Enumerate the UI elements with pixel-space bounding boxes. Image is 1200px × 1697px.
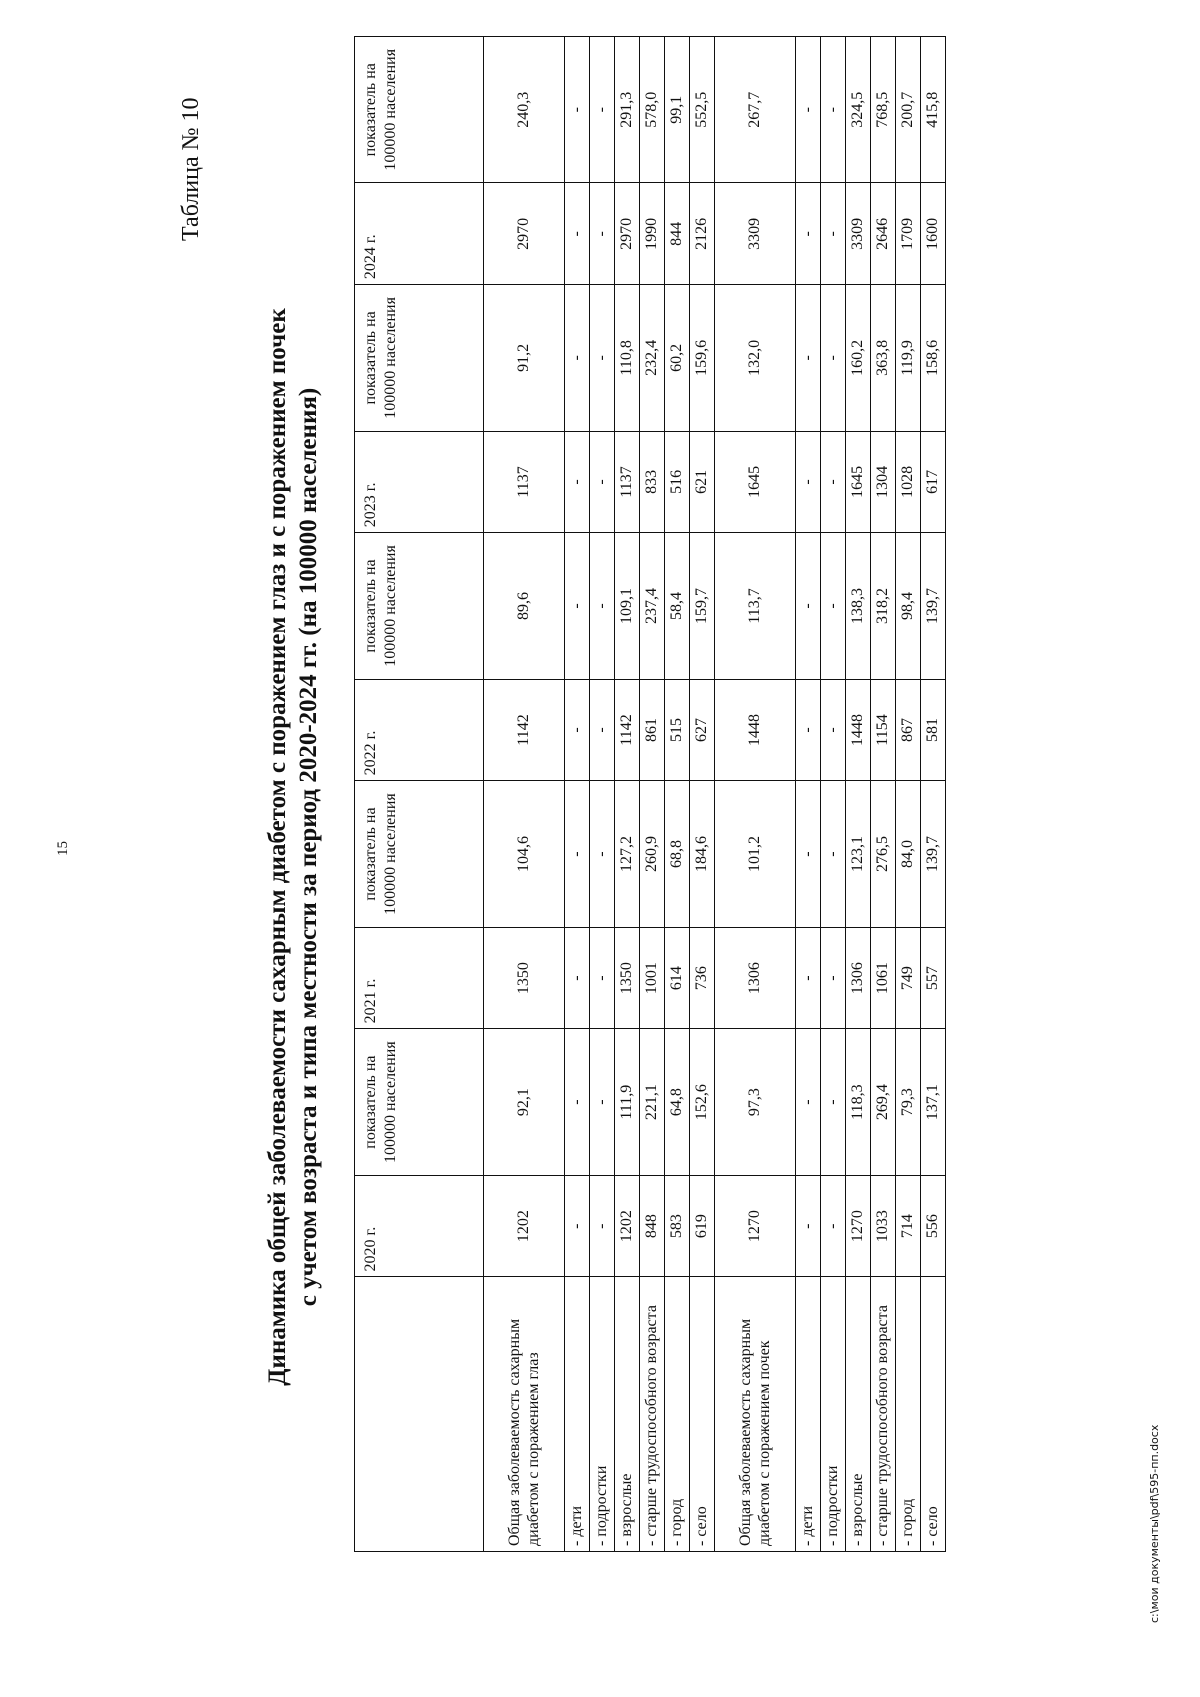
table-cell: - [821, 37, 846, 184]
table-cell: - [565, 37, 590, 184]
table-cell: 581 [921, 679, 946, 781]
table-cell: - [590, 781, 615, 927]
table-cell: 99,1 [665, 37, 690, 184]
table-cell: - [590, 431, 615, 533]
table-row [690, 37, 715, 1552]
table-cell: 132,0 [715, 285, 796, 431]
table-cell: 269,4 [871, 1029, 896, 1175]
header-cell: показатель на 100000 населения [355, 781, 484, 927]
table-cell: - [796, 37, 821, 184]
table-cell: 110,8 [615, 285, 640, 431]
table-cell: - [565, 431, 590, 533]
header-cell: 2024 г. [355, 183, 484, 285]
table-cell: 552,5 [690, 37, 715, 184]
table-body [484, 37, 946, 1552]
table-row [846, 37, 871, 1552]
table-cell: 101,2 [715, 781, 796, 927]
table-cell: 97,3 [715, 1029, 796, 1175]
file-path-footer: c:\мои документы\pdf\595-пп.docx [1148, 1424, 1161, 1623]
table-cell: 1137 [484, 431, 565, 533]
table-cell: 1350 [615, 927, 640, 1029]
table-cell: 1137 [615, 431, 640, 533]
table-cell: 324,5 [846, 37, 871, 184]
table-cell: 1202 [484, 1175, 565, 1277]
table-cell: 79,3 [896, 1029, 921, 1175]
table-cell: 583 [665, 1175, 690, 1277]
row-label: - подростки [590, 1277, 615, 1552]
table-cell: 578,0 [640, 37, 665, 184]
table-cell: 1645 [846, 431, 871, 533]
table-cell: - [565, 285, 590, 431]
row-label: - подростки [821, 1277, 846, 1552]
table-cell: 232,4 [640, 285, 665, 431]
table-cell: 89,6 [484, 533, 565, 679]
table-cell: - [821, 533, 846, 679]
table-cell: - [565, 183, 590, 285]
row-label: - старше трудоспособного возраста [640, 1277, 665, 1552]
table-cell: 2646 [871, 183, 896, 285]
table-cell: - [590, 1029, 615, 1175]
table-cell: 415,8 [921, 37, 946, 184]
table-cell: 2970 [615, 183, 640, 285]
header-cell [355, 1277, 484, 1552]
table-cell: 84,0 [896, 781, 921, 927]
table-cell: 318,2 [871, 533, 896, 679]
table-row [821, 37, 846, 1552]
header-row [355, 37, 484, 1552]
header-cell: показатель на 100000 населения [355, 1029, 484, 1175]
table-cell: - [590, 679, 615, 781]
table-cell: 291,3 [615, 37, 640, 184]
table-cell: 627 [690, 679, 715, 781]
table-cell: - [590, 533, 615, 679]
table-cell: 1142 [484, 679, 565, 781]
table-cell: 137,1 [921, 1029, 946, 1175]
table-cell: 2126 [690, 183, 715, 285]
table-cell: - [821, 927, 846, 1029]
table-row [896, 37, 921, 1552]
table-cell: - [590, 927, 615, 1029]
table-cell: 184,6 [690, 781, 715, 927]
table-cell: - [821, 781, 846, 927]
table-cell: 60,2 [665, 285, 690, 431]
table-cell: 104,6 [484, 781, 565, 927]
header-cell: 2022 г. [355, 679, 484, 781]
table-cell: 113,7 [715, 533, 796, 679]
table-cell: 1448 [715, 679, 796, 781]
table-cell: 58,4 [665, 533, 690, 679]
page-number: 15 [55, 841, 71, 856]
table-cell: 1645 [715, 431, 796, 533]
table-cell: 621 [690, 431, 715, 533]
table-cell: - [796, 1175, 821, 1277]
table-cell: 556 [921, 1175, 946, 1277]
table-cell: 159,7 [690, 533, 715, 679]
row-label: - дети [796, 1277, 821, 1552]
table-row [590, 37, 615, 1552]
table-cell: 1202 [615, 1175, 640, 1277]
table-cell: 276,5 [871, 781, 896, 927]
table-cell: 152,6 [690, 1029, 715, 1175]
morbidity-table [354, 36, 946, 1552]
table-cell: 3309 [846, 183, 871, 285]
table-cell: 2970 [484, 183, 565, 285]
table-cell: 1990 [640, 183, 665, 285]
table-row [484, 37, 565, 1552]
table-cell: 221,1 [640, 1029, 665, 1175]
table-row [871, 37, 896, 1552]
title-line-2: с учетом возраста и типа местности за период 2020-2024 гг. (на 100000 населения) [295, 387, 322, 1307]
row-label: - дети [565, 1277, 590, 1552]
table-cell: 515 [665, 679, 690, 781]
table-cell: 617 [921, 431, 946, 533]
table-cell: 1448 [846, 679, 871, 781]
table-cell: - [796, 679, 821, 781]
row-label: - старше трудоспособного возраста [871, 1277, 896, 1552]
table-cell: 1154 [871, 679, 896, 781]
table-cell: 159,6 [690, 285, 715, 431]
table-cell: 119,9 [896, 285, 921, 431]
table-cell: 240,3 [484, 37, 565, 184]
title-line-1: Динамика общей заболеваемости сахарным диабетом с поражением глаз и с поражением почек [264, 308, 291, 1386]
header-cell: показатель на 100000 населения [355, 37, 484, 184]
table-cell: 861 [640, 679, 665, 781]
table-cell: 1033 [871, 1175, 896, 1277]
table-cell: - [796, 1029, 821, 1175]
table-cell: - [821, 431, 846, 533]
table-cell: - [796, 183, 821, 285]
table-cell: 68,8 [665, 781, 690, 927]
header-cell: 2023 г. [355, 431, 484, 533]
table-cell: 200,7 [896, 37, 921, 184]
table-row [921, 37, 946, 1552]
table-cell: 1061 [871, 927, 896, 1029]
table-cell: - [821, 1175, 846, 1277]
table-cell: 158,6 [921, 285, 946, 431]
table-cell: 557 [921, 927, 946, 1029]
table-cell: 1270 [715, 1175, 796, 1277]
header-cell: показатель на 100000 населения [355, 285, 484, 431]
table-cell: 160,2 [846, 285, 871, 431]
table-cell: 848 [640, 1175, 665, 1277]
table-cell: 768,5 [871, 37, 896, 184]
table-cell: - [796, 927, 821, 1029]
table-row [796, 37, 821, 1552]
table-cell: 1306 [846, 927, 871, 1029]
table-cell: 1142 [615, 679, 640, 781]
table-cell: 139,7 [921, 781, 946, 927]
table-cell: - [821, 679, 846, 781]
table-cell: 867 [896, 679, 921, 781]
table-cell: - [565, 1175, 590, 1277]
table-cell: 363,8 [871, 285, 896, 431]
table-cell: 139,7 [921, 533, 946, 679]
table-cell: - [590, 1175, 615, 1277]
table-cell: - [565, 533, 590, 679]
table-cell: 92,1 [484, 1029, 565, 1175]
row-label: - город [896, 1277, 921, 1552]
table-cell: 714 [896, 1175, 921, 1277]
table-row [565, 37, 590, 1552]
table-cell: 844 [665, 183, 690, 285]
table-row [640, 37, 665, 1552]
table-cell: 614 [665, 927, 690, 1029]
table-cell: - [821, 285, 846, 431]
row-label: - город [665, 1277, 690, 1552]
row-label: - село [921, 1277, 946, 1552]
table-cell: 833 [640, 431, 665, 533]
table-cell: - [796, 781, 821, 927]
table-cell: - [565, 1029, 590, 1175]
table-cell: 1304 [871, 431, 896, 533]
table-cell: 1001 [640, 927, 665, 1029]
table-cell: 736 [690, 927, 715, 1029]
table-cell: 127,2 [615, 781, 640, 927]
row-label: - взрослые [846, 1277, 871, 1552]
table-cell: - [796, 431, 821, 533]
row-label: Общая заболеваемость сахарным диабетом с поражением глаз [484, 1277, 565, 1552]
table-cell: 267,7 [715, 37, 796, 184]
table-title [262, 237, 324, 1457]
table-cell: - [796, 533, 821, 679]
table-cell: 138,3 [846, 533, 871, 679]
table-cell: - [590, 183, 615, 285]
table-cell: - [565, 781, 590, 927]
table-number: Таблица № 10 [178, 97, 204, 241]
table-cell: 516 [665, 431, 690, 533]
table-cell: 3309 [715, 183, 796, 285]
table-cell: 1600 [921, 183, 946, 285]
table-cell: 98,4 [896, 533, 921, 679]
table-cell: 1709 [896, 183, 921, 285]
table-cell: 260,9 [640, 781, 665, 927]
header-cell: показатель на 100000 населения [355, 533, 484, 679]
row-label: - взрослые [615, 1277, 640, 1552]
table-cell: 64,8 [665, 1029, 690, 1175]
table-cell: - [565, 679, 590, 781]
row-label: Общая заболеваемость сахарным диабетом с поражением почек [715, 1277, 796, 1552]
table-cell: 1306 [715, 927, 796, 1029]
table-cell: - [590, 285, 615, 431]
table-row [615, 37, 640, 1552]
table-row [665, 37, 690, 1552]
table-cell: 1270 [846, 1175, 871, 1277]
row-label: - село [690, 1277, 715, 1552]
table-cell: 749 [896, 927, 921, 1029]
table-cell: - [796, 285, 821, 431]
table-cell: 109,1 [615, 533, 640, 679]
table-cell: 111,9 [615, 1029, 640, 1175]
table-cell: - [590, 37, 615, 184]
table-cell: 123,1 [846, 781, 871, 927]
table-cell: - [821, 183, 846, 285]
table-cell: - [821, 1029, 846, 1175]
table-row [715, 37, 796, 1552]
header-cell: 2021 г. [355, 927, 484, 1029]
table-cell: 1028 [896, 431, 921, 533]
table-cell: - [565, 927, 590, 1029]
table-cell: 237,4 [640, 533, 665, 679]
table-cell: 1350 [484, 927, 565, 1029]
table-cell: 91,2 [484, 285, 565, 431]
header-cell: 2020 г. [355, 1175, 484, 1277]
table-cell: 619 [690, 1175, 715, 1277]
table-cell: 118,3 [846, 1029, 871, 1175]
